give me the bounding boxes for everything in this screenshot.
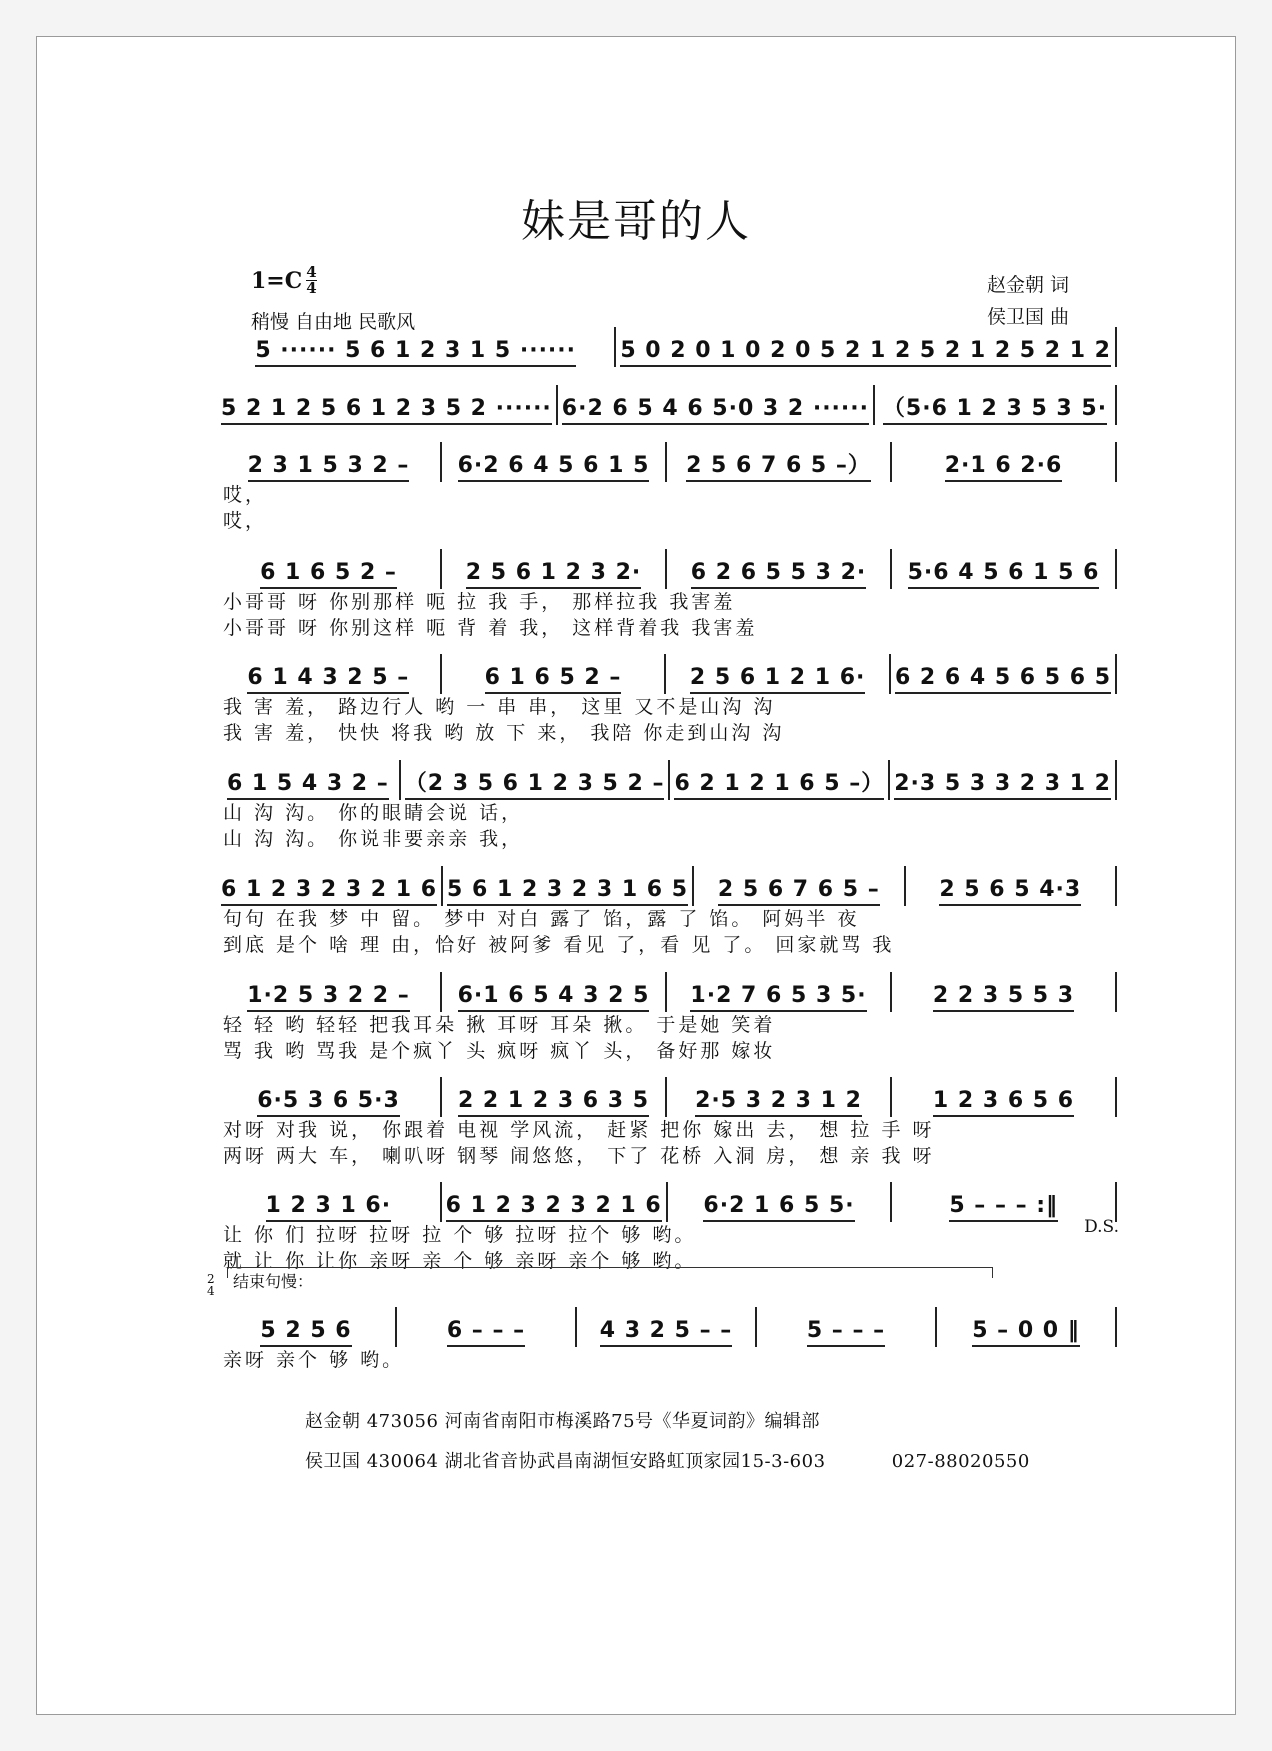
measure	[442, 549, 667, 589]
measure	[577, 1307, 757, 1347]
measure	[875, 385, 1117, 425]
measure	[892, 972, 1117, 1012]
measure	[757, 1307, 937, 1347]
measure	[892, 442, 1117, 482]
measure	[670, 760, 890, 800]
footer-line-2	[305, 1447, 1030, 1473]
note-group: 5 ······ 5 6 1 2 3 1 5 ······	[255, 338, 576, 367]
note-group: 2·1 6 2·6	[945, 453, 1063, 482]
measure	[217, 327, 616, 367]
ending-time-signature	[207, 1273, 215, 1297]
measure	[442, 1077, 667, 1117]
lyric-line: 骂 我 哟 骂我 是个疯丫 头 疯呀 疯丫 头， 备好那 嫁妆	[223, 1040, 776, 1062]
note-group: 6 1 4 3 2 5 –	[247, 665, 409, 694]
ds-marking: D.S.	[1084, 1217, 1119, 1237]
note-group: 6 1 2 3 2 3 2 1 6	[221, 877, 437, 906]
notes-row	[217, 654, 1117, 694]
note-group: 6·1 6 5 4 3 2 5	[458, 983, 650, 1012]
measure	[937, 1307, 1117, 1347]
ending-ts-bottom: 4	[207, 1284, 215, 1298]
note-group: 1·2 5 3 2 2 –	[247, 983, 410, 1012]
notes-row	[217, 866, 1117, 906]
note-group: 6 1 2 3 2 3 2 1 6	[446, 1193, 662, 1222]
measure	[892, 1077, 1117, 1117]
note-group: 2 5 6 7 6 5 –	[718, 877, 880, 906]
note-group: 2·3 5 3 3 2 3 1 2	[894, 771, 1111, 800]
lyric-line: 轻 轻 哟 轻轻 把我耳朵 揪 耳呀 耳朵 揪。 于是她 笑着	[223, 1014, 776, 1036]
lyric-line: 句句 在我 梦 中 留。 梦中 对白 露了 馅，露 了 馅。 阿妈半 夜	[223, 908, 860, 930]
measure	[217, 866, 443, 906]
measure	[217, 1307, 397, 1347]
note-group: 6 1 5 4 3 2 –	[227, 771, 389, 800]
measure	[217, 1077, 442, 1117]
lyric-line: 我 害 羞， 快快 将我 哟 放 下 来， 我陪 你走到山沟 沟	[223, 722, 785, 744]
lyric-line: 哎，	[223, 484, 268, 506]
note-group: 6·5 3 6 5·3	[257, 1088, 400, 1117]
footer-address-2: 侯卫国 430064 湖北省音协武昌南湖恒安路虹顶家园15-3-603	[305, 1451, 826, 1472]
notes-row	[217, 760, 1117, 800]
note-group: （5·6 1 2 3 5 3 5·	[883, 396, 1107, 425]
measure	[217, 442, 442, 482]
note-group: 5 – 0 0 ‖	[972, 1318, 1080, 1347]
footer-phone: 027-88020550	[891, 1451, 1030, 1472]
note-group: 5 2 1 2 5 6 1 2 3 5 2 ······	[221, 396, 552, 425]
score-system	[217, 1182, 1117, 1274]
measure	[694, 866, 905, 906]
score-system	[217, 654, 1117, 746]
note-group: 1 2 3 1 6·	[266, 1193, 392, 1222]
credits	[987, 269, 1069, 333]
lyric-line: 就 让 你 让你 亲呀 亲 个 够 亲呀 亲个 够 哟。	[223, 1250, 697, 1272]
notes-row	[217, 327, 1117, 367]
lyric-line: 山 沟 沟。 你的眼睛会说 话，	[223, 802, 524, 824]
score-system	[217, 866, 1117, 958]
note-group: 5 0 2 0 1 0 2 0 5 2 1 2 5 2 1 2 5 2 1 2	[620, 338, 1111, 367]
note-group: 2 5 6 7 6 5 –）	[686, 453, 871, 482]
tempo-marking: 稍慢 自由地 民歌风	[251, 311, 416, 333]
note-group: 5 6 1 2 3 2 3 1 6 5	[447, 877, 688, 906]
lyricist: 赵金朝 词	[986, 274, 1069, 296]
composer: 侯卫国 曲	[986, 306, 1069, 328]
lyric-line: 小哥哥 呀 你别那样 呃 拉 我 手， 那样拉我 我害羞	[223, 591, 736, 613]
note-group: （2 3 5 6 1 2 3 5 2 –	[405, 771, 665, 800]
note-group: 4 3 2 5 – –	[600, 1318, 733, 1347]
lyric-line: 两呀 两大 车， 喇叭呀 钢琴 闹悠悠， 下了 花桥 入洞 房， 想 亲 我 呀	[223, 1145, 935, 1167]
time-signature-bottom: 4	[306, 279, 317, 297]
measure	[397, 1307, 577, 1347]
note-group: 1 2 3 6 5 6	[933, 1088, 1074, 1117]
score-system	[217, 549, 1117, 641]
note-group: 2 2 3 5 5 3	[933, 983, 1074, 1012]
note-group: 1·2 7 6 5 3 5·	[690, 983, 866, 1012]
measure	[666, 654, 891, 694]
ending-label: 结束句慢：	[233, 1272, 314, 1291]
note-group: 5 – – – :‖	[949, 1193, 1058, 1222]
measure	[442, 654, 667, 694]
measure	[217, 760, 401, 800]
key-signature	[251, 265, 317, 296]
notes-row	[217, 385, 1117, 425]
note-group: 6 2 6 4 5 6 5 6 5	[895, 665, 1111, 694]
measure	[892, 549, 1117, 589]
lyric-line: 让 你 们 拉呀 拉呀 拉 个 够 拉呀 拉个 够 哟。	[223, 1224, 697, 1246]
note-group: 6 2 6 5 5 3 2·	[691, 560, 866, 589]
notes-row	[217, 972, 1117, 1012]
time-signature	[306, 265, 316, 296]
measure	[442, 972, 667, 1012]
measure	[217, 1182, 442, 1222]
note-group: 5·6 4 5 6 1 5 6	[908, 560, 1100, 589]
ending-bracket	[227, 1267, 993, 1278]
ending-notes-row	[217, 1307, 1117, 1347]
notes-row	[217, 1077, 1117, 1117]
lyric-line: 我 害 羞， 路边行人 哟 一 串 串， 这里 又不是山沟 沟	[223, 696, 776, 718]
note-group: 5 – – –	[807, 1318, 885, 1347]
note-group: 2·5 3 2 3 1 2	[695, 1088, 862, 1117]
time-signature-top: 4	[306, 263, 317, 281]
measure	[401, 760, 671, 800]
note-group: 5 2 5 6	[260, 1318, 351, 1347]
lyric-line: 哎，	[223, 510, 268, 532]
footer-line-1: 赵金朝 473056 河南省南阳市梅溪路75号《华夏词韵》编辑部	[305, 1411, 821, 1432]
measure	[616, 327, 1117, 367]
measure	[892, 1182, 1117, 1222]
lyric-line: 山 沟 沟。 你说非要亲亲 我，	[223, 828, 524, 850]
note-group: 6 1 6 5 2 –	[260, 560, 397, 589]
note-group: 6·2 1 6 5 5·	[703, 1193, 854, 1222]
score-system	[217, 442, 1117, 534]
notes-row	[217, 549, 1117, 589]
notes-row	[217, 1182, 1117, 1222]
measure	[667, 549, 892, 589]
ending-system	[217, 1307, 1117, 1373]
measure	[442, 1182, 668, 1222]
score-system	[217, 760, 1117, 852]
lyric-line: 小哥哥 呀 你别这样 呃 背 着 我， 这样背着我 我害羞	[223, 617, 758, 639]
note-group: 2 5 6 5 4·3	[939, 877, 1081, 906]
score-system	[217, 327, 1117, 367]
score-page	[36, 36, 1236, 1715]
measure	[891, 654, 1117, 694]
song-title: 妹是哥的人	[521, 196, 751, 247]
lyric-line: 到底 是个 啥 理 由，恰好 被阿爹 看见 了，看 见 了。 回家就骂 我	[223, 934, 895, 956]
measure	[442, 442, 667, 482]
key-text: 1=C	[251, 267, 303, 294]
measure	[217, 549, 442, 589]
measure	[890, 760, 1117, 800]
note-group: 6 – – –	[447, 1318, 525, 1347]
measure	[217, 654, 442, 694]
note-group: 6 1 6 5 2 –	[485, 665, 622, 694]
score-system	[217, 972, 1117, 1064]
note-group: 6·2 6 5 4 6 5·0 3 2 ······	[562, 396, 869, 425]
measure	[667, 972, 892, 1012]
note-group: 2 5 6 1 2 1 6·	[690, 665, 865, 694]
measure	[906, 866, 1117, 906]
measure	[217, 385, 558, 425]
lyric-line: 对呀 对我 说， 你跟着 电视 学风流， 赶紧 把你 嫁出 去， 想 拉 手 呀	[223, 1119, 935, 1141]
score-system	[217, 1077, 1117, 1169]
measure	[443, 866, 694, 906]
measure	[558, 385, 875, 425]
notes-row	[217, 442, 1117, 482]
measure	[668, 1182, 893, 1222]
note-group: 6·2 6 4 5 6 1 5	[458, 453, 650, 482]
measure	[667, 442, 892, 482]
ending-ts-top: 2	[207, 1272, 215, 1286]
measure	[217, 972, 442, 1012]
ending-lyric-line: 亲呀 亲个 够 哟。	[223, 1349, 405, 1371]
note-group: 2 5 6 1 2 3 2·	[466, 560, 641, 589]
note-group: 2 3 1 5 3 2 –	[248, 453, 410, 482]
note-group: 2 2 1 2 3 6 3 5	[458, 1088, 649, 1117]
note-group: 6 2 1 2 1 6 5 –）	[674, 771, 884, 800]
measure	[667, 1077, 892, 1117]
score-system	[217, 385, 1117, 425]
